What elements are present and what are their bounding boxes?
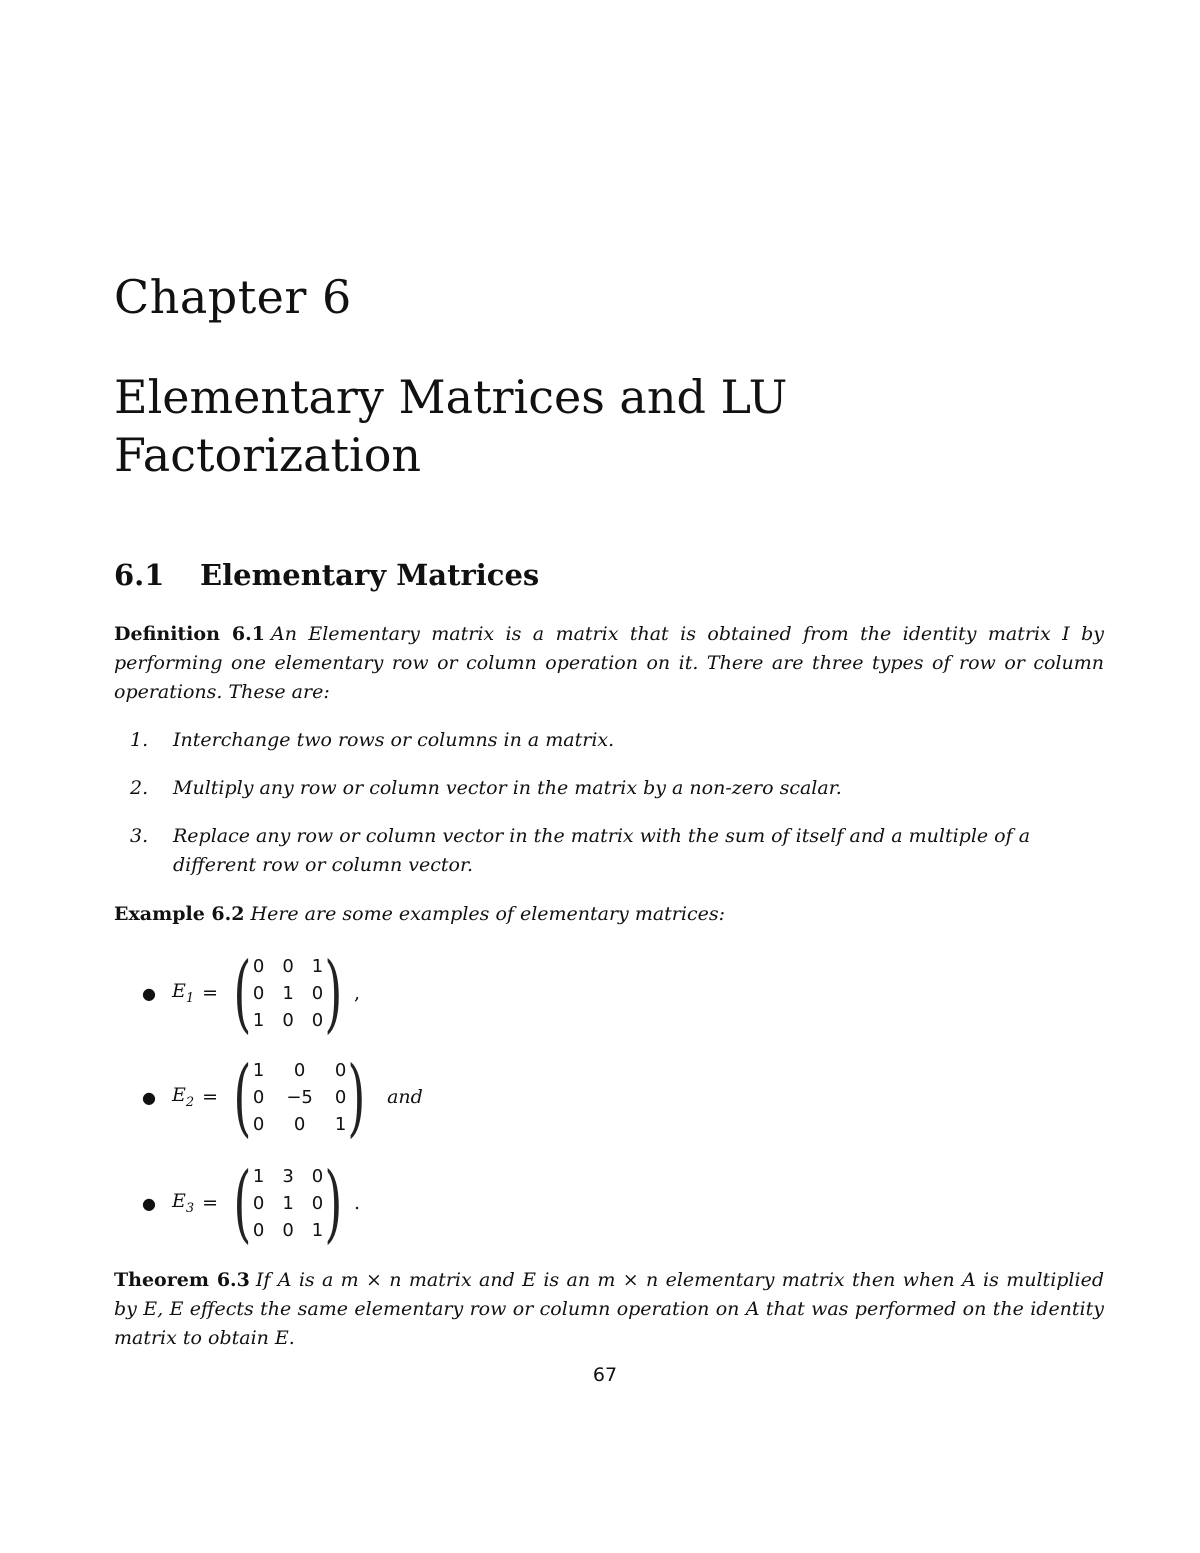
left-paren: ( [233,1154,252,1252]
matrix-grid [253,956,323,1031]
matrix-cell: 0 [334,1059,347,1081]
list-item [130,774,1104,803]
definition-block [114,620,1104,707]
matrix-cell: 0 [282,1219,294,1241]
chapter-label: Chapter 6 [114,270,352,324]
matrix-example [142,1154,361,1252]
matrix-cell: 0 [311,982,324,1004]
definition-text: An Elementary matrix is a matrix that is obtained from the identity matrix I by performing one elementary row or column operation on it. There are three types of row or column operations. These are: [114,623,1104,703]
matrix-cell: 0 [282,955,294,977]
right-paren: ) [324,944,343,1042]
matrix-grid [253,1060,346,1135]
matrix-trailing-text: , [354,982,361,1004]
matrix-cell: 1 [252,1059,265,1081]
section-title: Elementary Matrices [200,558,540,592]
list-item-number: 1. [130,729,149,751]
left-paren: ( [233,1048,252,1146]
matrix-example [142,1048,423,1146]
example-label: Example 6.2 [114,903,245,925]
page-number: 67 [592,1364,618,1386]
matrix-cell: 0 [252,1219,265,1241]
matrix-name: $E_1$ [172,980,195,1006]
equals-sign: = [202,982,219,1004]
matrix-cell: 1 [311,1219,324,1241]
list-item-text: Multiply any row or column vector in the matrix by a non-zero scalar. [173,777,842,799]
equals-sign: = [202,1086,219,1108]
matrix-cell: −5 [286,1086,313,1108]
matrix-cell: 0 [252,1086,265,1108]
matrix-cell: 0 [293,1113,306,1135]
matrix-trailing-text: and [387,1086,423,1108]
left-paren: ( [233,944,252,1042]
matrix-name: $E_2$ [172,1084,195,1110]
example-text: Here are some examples of elementary matrices: [250,903,726,925]
bullet-icon: ● [142,1087,156,1107]
list-item-text: Interchange two rows or columns in a matrix. [173,729,615,751]
list-item [130,822,1104,880]
matrix-cell: 1 [282,1192,294,1214]
matrix-cell: 0 [252,982,265,1004]
matrix-cell: 0 [334,1086,347,1108]
matrix-cell: 1 [282,982,294,1004]
example-block [114,900,1104,929]
matrix-cell: 0 [252,1192,265,1214]
matrix-cell: 0 [293,1059,306,1081]
section-heading [114,558,539,592]
list-item-text-continued: different row or column vector. [173,854,473,876]
list-item [130,726,1104,755]
theorem-text: If A is a m × n matrix and E is an m × n elementary matrix then when A is multiplied by E, E effects the same elementary row or column operation on A that was performed on the identity matrix to obtain E. [114,1269,1104,1349]
theorem-label: Theorem 6.3 [114,1269,250,1291]
right-paren: ) [347,1048,366,1146]
matrix-cell: 3 [282,1165,294,1187]
matrix-cell: 1 [252,1009,265,1031]
matrix-cell: 0 [311,1165,324,1187]
list-item-text: Replace any row or column vector in the matrix with the sum of itself and a multiple of a [173,825,1031,847]
matrix-cell: 0 [252,1113,265,1135]
list-item-number: 2. [130,777,149,799]
matrix-cell: 1 [334,1113,347,1135]
matrix-cell: 1 [311,955,324,977]
right-paren: ) [324,1154,343,1252]
matrix-cell: 0 [252,955,265,977]
theorem-block [114,1266,1104,1353]
matrix-grid [253,1166,323,1241]
bullet-icon: ● [142,983,156,1003]
matrix-trailing-text: . [354,1192,361,1214]
definition-label: Definition 6.1 [114,623,265,645]
section-number: 6.1 [114,558,165,592]
matrix-example [142,944,361,1042]
equals-sign: = [202,1192,219,1214]
bullet-icon: ● [142,1193,156,1213]
matrix-cell: 1 [252,1165,265,1187]
matrix-cell: 0 [311,1192,324,1214]
chapter-title: Elementary Matrices and LU Factorization [114,370,788,482]
list-item-number: 3. [130,825,149,847]
matrix-cell: 0 [282,1009,294,1031]
matrix-cell: 0 [311,1009,324,1031]
matrix-name: $E_3$ [172,1190,195,1216]
